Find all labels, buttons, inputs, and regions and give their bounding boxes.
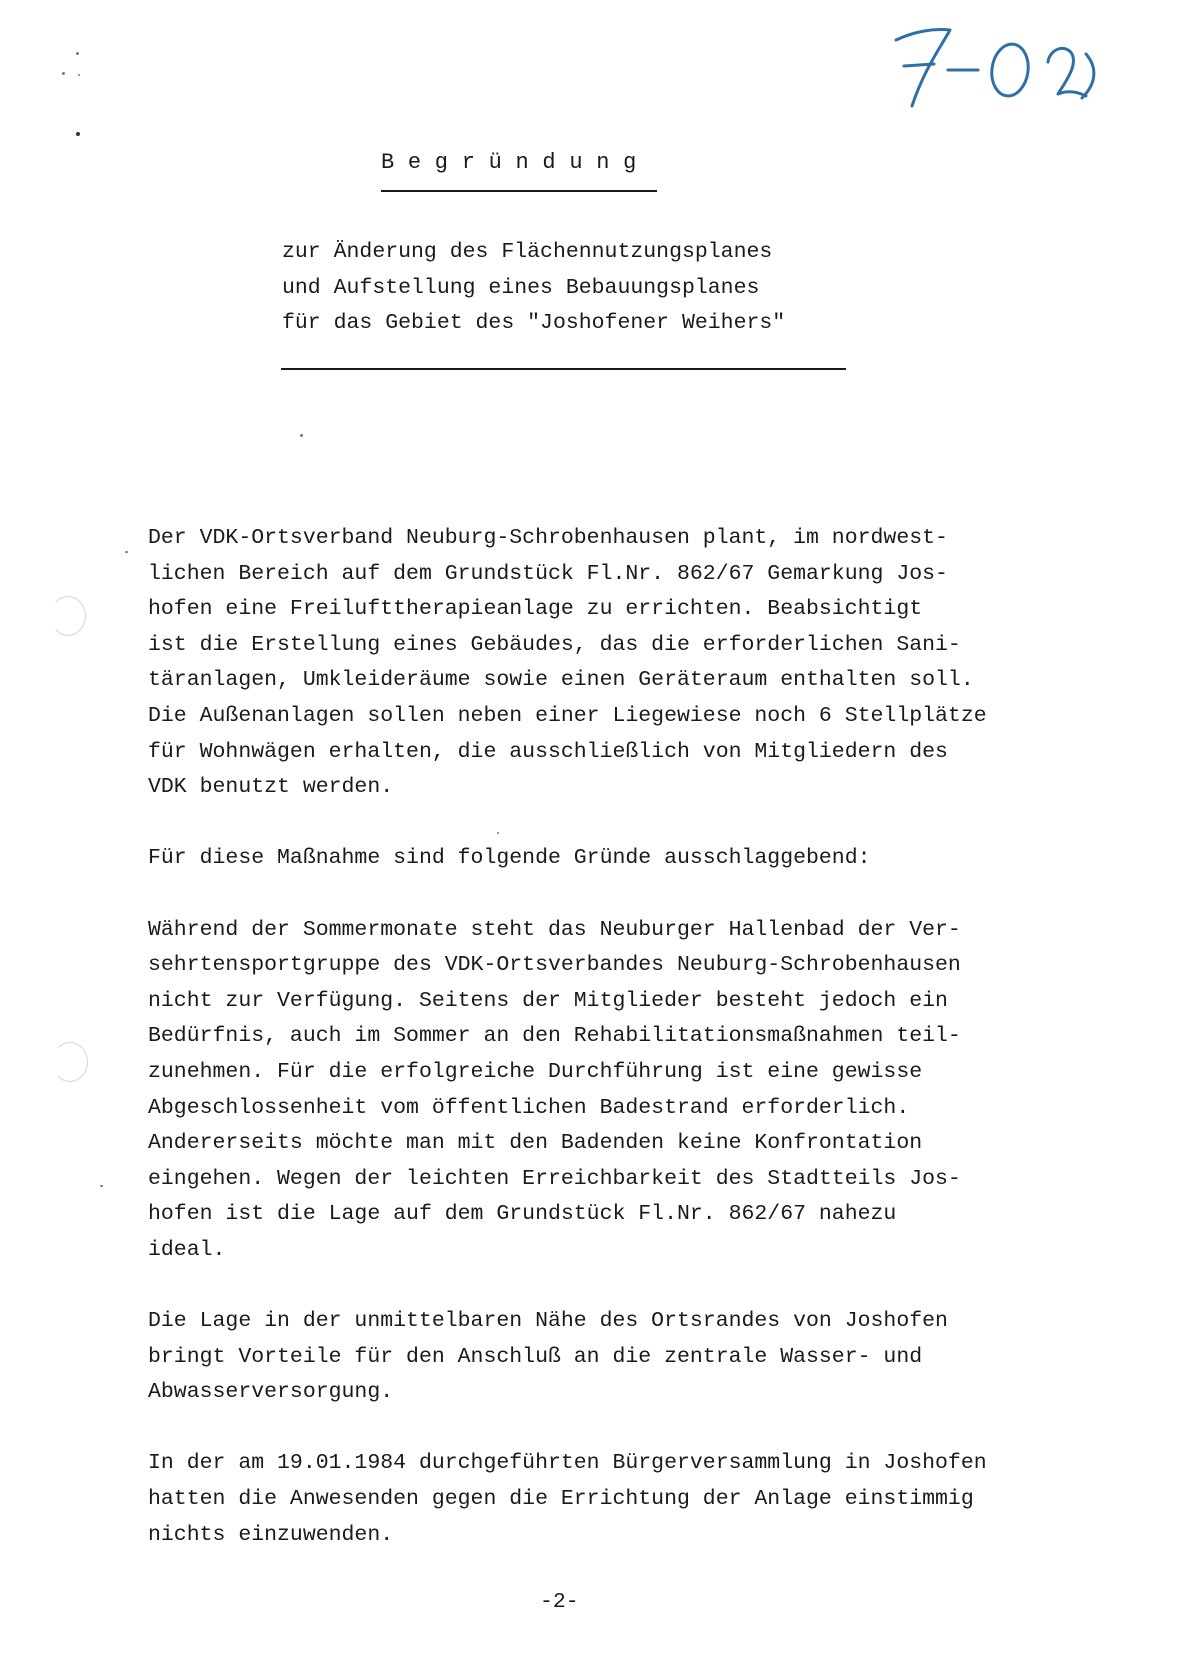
scan-speck xyxy=(125,551,128,553)
body-text xyxy=(148,521,1108,1589)
subtitle-underline xyxy=(281,368,846,370)
page-title: Begründung xyxy=(381,150,651,175)
punch-hole-mark xyxy=(52,1042,88,1082)
paragraph-location: Die Lage in der unmittelbaren Nähe des Ortsrandes von Joshofen bringt Vorteile für den Anschluß an die zentrale Wasser- und Abwasserversorgung. xyxy=(148,1309,948,1405)
subtitle xyxy=(282,235,785,342)
title-underline xyxy=(381,190,657,192)
subtitle-line: für das Gebiet des "Joshofener Weihers" xyxy=(282,311,786,335)
subtitle-line: zur Änderung des Flächennutzungsplanes xyxy=(282,240,773,264)
paragraph-reasons: Während der Sommermonate steht das Neuburger Hallenbad der Ver- sehrtensportgruppe des VDK-Ortsverbandes Neuburg-Schrobenhausen nicht zur Verfügung. Seitens der Mitglieder besteht jedoch ein Bedürfnis, auch im Sommer an den Rehabilitationsmaßnahmen teil- zunehmen. Für die erfolgreiche Durchführung ist eine gewisse Abgeschlossenheit vom öffentlichen Badestrand erforderlich. Andererseits möchte man mit den Badenden keine Konfrontation eingehen. Wegen der leichten Erreichbarkeit des Stadtteils Jos- hofen ist die Lage auf dem Grundstück Fl.Nr. 862/67 nahezu ideal. xyxy=(148,917,961,1262)
paragraph-citizens-meeting: In der am 19.01.1984 durchgeführten Bürgerversammlung in Joshofen hatten die Anwesenden gegen die Errichtung der Anlage einstimmig nichts einzuwenden. xyxy=(148,1451,987,1547)
scan-speck xyxy=(78,74,80,76)
page-number: -2- xyxy=(540,1590,579,1614)
scan-speck xyxy=(76,52,79,55)
scan-speck xyxy=(100,1185,103,1187)
scan-speck xyxy=(300,434,303,437)
scan-speck xyxy=(62,72,65,75)
paragraph-reasons-intro: Für diese Maßnahme sind folgende Gründe ausschlaggebend: xyxy=(148,846,871,871)
scan-speck xyxy=(76,132,80,136)
paragraph-project-description: Der VDK-Ortsverband Neuburg-Schrobenhausen plant, im nordwest- lichen Bereich auf dem Grundstück Fl.Nr. 862/67 Gemarkung Jos- hofen eine Freilufttherapieanlage zu errichten. Beabsichtigt ist die Erstellung eines Gebäudes, das die erforderlichen Sani- täranlagen, Umkleideräume sowie einen Geräteraum enthalten soll. Die Außenanlagen sollen neben einer Liegewiese noch 6 Stellplätze für Wohnwägen erhalten, die ausschließlich von Mitgliedern des VDK benutzt werden. xyxy=(148,526,987,800)
subtitle-line: und Aufstellung eines Bebauungsplanes xyxy=(282,275,760,300)
punch-hole-mark xyxy=(50,596,86,636)
handwritten-file-number xyxy=(888,18,1138,114)
